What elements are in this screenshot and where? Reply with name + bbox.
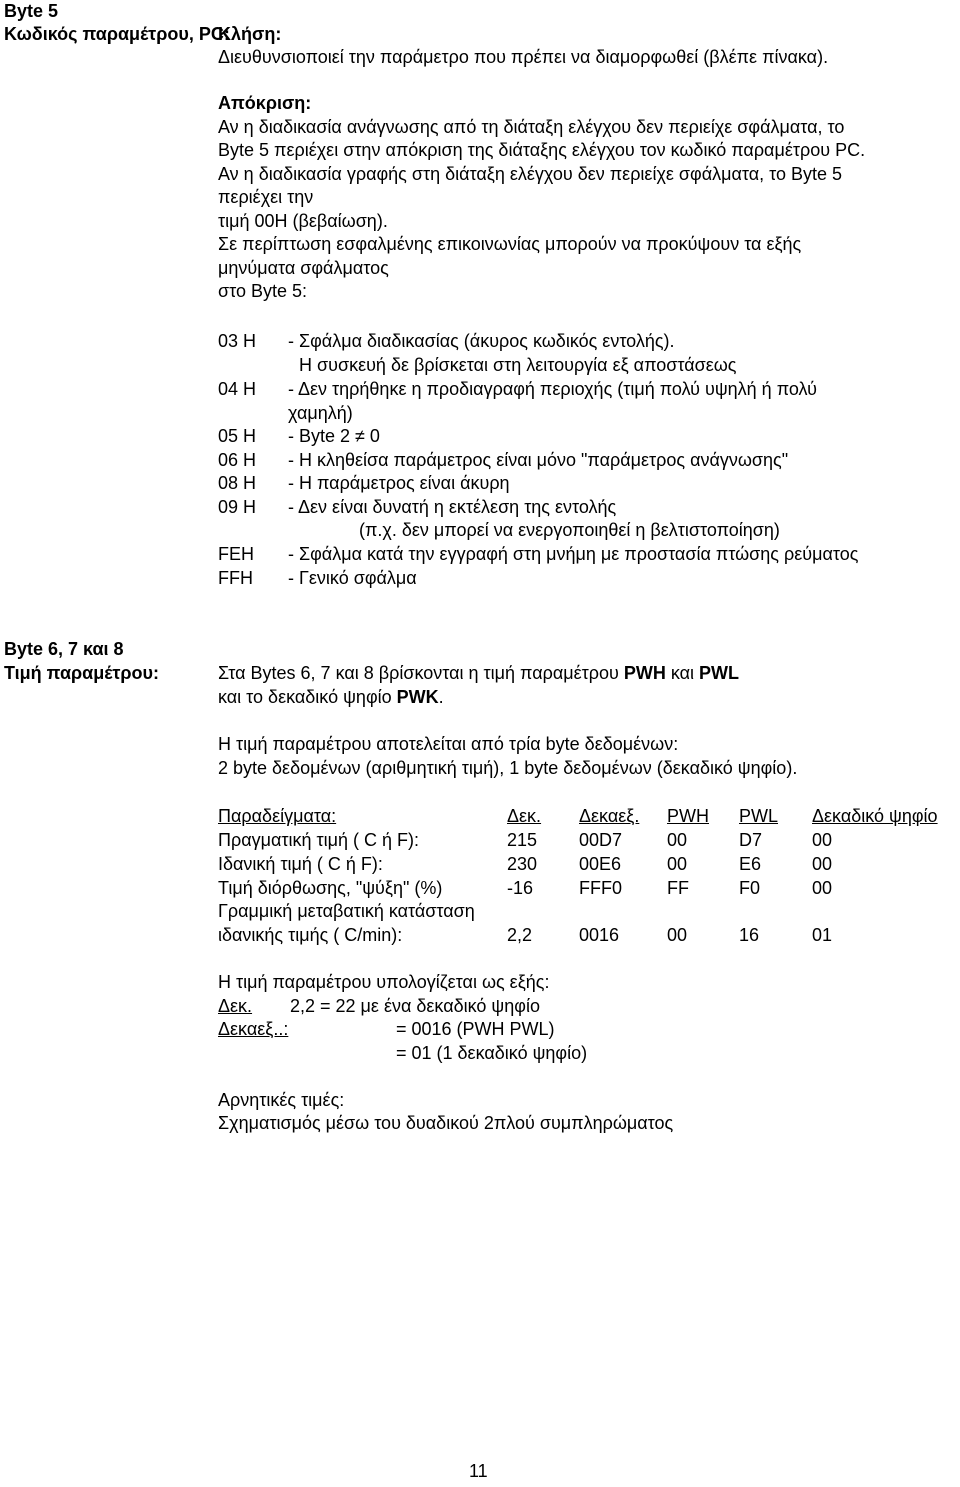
table-header: Δεκαδικό ψηφίο [812,806,938,826]
error-desc: - Η παράμετρος είναι άκυρη [288,473,510,493]
consist-line2: 2 byte δεδομένων (αριθμητική τιμή), 1 byte δεδομένων (δεκαδικό ψηφίο). [218,758,798,778]
error-code: 06 H [218,450,257,470]
table-cell: 215 [507,830,538,850]
intro-text: Στα Bytes 6, 7 και 8 βρίσκονται η τιμή παραμέτρου [218,663,624,683]
byte5-param-label: Κωδικός παραμέτρου, PC: [4,24,230,44]
table-header: Παραδείγματα: [218,806,337,826]
error-desc: - Δεν τηρήθηκε η προδιαγραφή περιοχής (τιμή πολύ υψηλή ή πολύ [288,379,817,399]
response-line: Αν η διαδικασία ανάγνωσης από τη διάταξη ελέγχου δεν περιείχε σφάλματα, το [218,116,845,137]
consist-line1: Η τιμή παραμέτρου αποτελείται από τρία byte δεδομένων: [218,734,679,754]
table-row [218,829,960,853]
response-line: Byte 5 περιέχει στην απόκριση της διάταξης ελέγχου τον κωδικό παραμέτρου PC. [218,140,866,160]
error-code: FFH [218,568,253,588]
byte678-param-label: Τιμή παραμέτρου: [4,663,159,683]
calc-dec-text: 2,2 = 22 με ένα δεκαδικό ψηφίο [290,996,540,1016]
error-desc: - Δεν είναι δυνατή η εκτέλεση της εντολής [288,497,617,517]
intro-pwl: PWL [699,663,740,683]
response-line: στο Byte 5: [218,281,308,301]
calc-hex-label: Δεκαεξ..: [218,1019,289,1039]
table-cell: Γραμμική μεταβατική κατάσταση [218,901,475,921]
table-row [218,877,960,901]
response-label: Απόκριση: [218,93,312,113]
table-cell: 230 [507,854,538,874]
table-cell: 00 [812,878,833,898]
error-desc: - Η κληθείσα παράμετρος είναι μόνο "παράμετρος ανάγνωσης" [288,450,789,470]
error-desc: Η συσκευή δε βρίσκεται στη λειτουργία εξ αποστάσεως [299,355,737,375]
table-header: PWL [739,806,779,826]
byte678-title: Byte 6, 7 και 8 [4,639,124,659]
response-block [218,92,953,304]
response-line: τιμή 00H (βεβαίωση). [218,210,388,231]
table-cell: 01 [812,925,833,945]
calc-hex-text: = 01 (1 δεκαδικό ψηφίο) [396,1043,588,1063]
error-code: 03 H [218,331,257,351]
table-cell: FFF0 [579,878,622,898]
table-cell: 00 [667,925,688,945]
table-cell: 00 [812,830,833,850]
table-row [218,853,960,877]
table-cell: 0016 [579,925,620,945]
table-cell: 00 [812,854,833,874]
byte678-intro-line1 [218,662,739,686]
calc-title: Η τιμή παραμέτρου υπολογίζεται ως εξής: [218,972,550,992]
calc-hex-text: = 0016 (PWH PWL) [396,1019,555,1039]
table-cell: F0 [739,878,761,898]
error-desc: (π.χ. δεν μπορεί να ενεργοποιηθεί η βελτιστοποίηση) [359,520,780,540]
table-cell: 2,2 [507,925,533,945]
error-desc: - Σφάλμα κατά την εγγραφή στη μνήμη με προστασία πτώσης ρεύματος [288,544,859,564]
error-desc: - Byte 2 ≠ 0 [288,426,380,446]
table-cell: -16 [507,878,534,898]
table-header: Δεκ. [507,806,542,826]
error-desc: - Γενικό σφάλμα [288,568,417,588]
table-cell: 00D7 [579,830,623,850]
error-code: 09 H [218,497,257,517]
call-label: Κλήση: [218,24,282,44]
error-code: 04 H [218,379,257,399]
intro-pwh: PWH [623,663,666,683]
intro-text: . [438,687,444,707]
table-cell: Πραγματική τιμή ( C ή F): [218,830,420,850]
intro-text: και [665,663,700,683]
table-cell: Τιμή διόρθωσης, "ψύξη" (%) [218,878,443,898]
call-text: Διευθυνσιοποιεί την παράμετρο που πρέπει να διαμορφωθεί (βλέπε πίνακα). [218,47,829,67]
table-cell: 00 [667,854,688,874]
table-cell: ιδανικής τιμής ( C/min): [218,925,403,945]
error-desc: χαμηλή) [288,403,353,423]
table-cell: Ιδανική τιμή ( C ή F): [218,854,383,874]
intro-text: και το δεκαδικό ψηφίο [218,687,397,707]
table-row [218,924,960,948]
error-desc: - Σφάλμα διαδικασίας (άκυρος κωδικός εντολής). [288,331,675,351]
neg-title: Αρνητικές τιμές: [218,1090,345,1110]
error-code: 08 H [218,473,257,493]
byte5-title: Byte 5 [4,1,59,21]
calc-dec-label: Δεκ. [218,996,253,1016]
response-line: μηνύματα σφάλματος [218,257,389,278]
byte678-intro-line2 [218,686,444,710]
response-line: Αν η διαδικασία γραφής στη διάταξη ελέγχου δεν περιείχε σφάλματα, το Byte 5 [218,163,843,184]
table-cell: 16 [739,925,760,945]
table-cell: FF [667,878,689,898]
table-cell: E6 [739,854,762,874]
page-number: 11 [469,1461,488,1481]
neg-text: Σχηματισμός μέσω του δυαδικού 2πλού συμπληρώματος [218,1113,674,1133]
table-row [218,900,960,924]
table-header: PWH [667,806,709,826]
intro-pwk: PWK [396,687,439,707]
examples-header [218,805,960,829]
table-header: Δεκαεξ. [579,806,640,826]
table-cell: 00 [667,830,688,850]
error-code: 05 H [218,426,257,446]
response-line: περιέχει την [218,187,314,207]
table-cell: D7 [739,830,763,850]
response-line: Σε περίπτωση εσφαλμένης επικοινωνίας μπορούν να προκύψουν τα εξής [218,234,802,254]
error-code: FEH [218,544,254,564]
table-cell: 00E6 [579,854,622,874]
